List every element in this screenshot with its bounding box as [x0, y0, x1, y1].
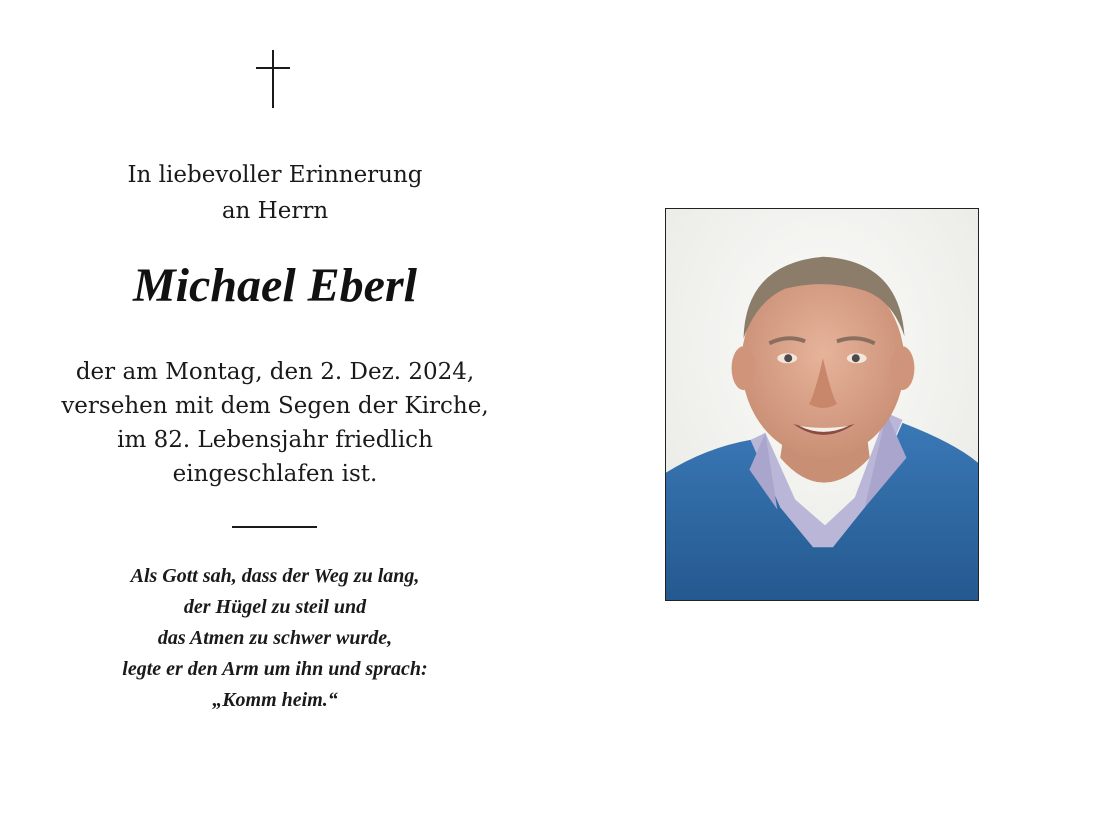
- portrait-photo: [665, 208, 979, 601]
- poem-line: legte er den Arm um ihn und sprach:: [122, 658, 428, 680]
- obituary-text: [40, 355, 510, 491]
- cross-icon: [256, 50, 292, 110]
- intro-line: In liebevoller Erinnerung: [127, 162, 423, 188]
- poem-line: der Hügel zu steil und: [183, 596, 367, 618]
- portrait-illustration: [666, 209, 978, 600]
- poem: [40, 561, 510, 716]
- text-line: der am Montag, den 2. Dez. 2024,: [75, 359, 475, 385]
- intro-line: an Herrn: [221, 198, 329, 224]
- text-line: im 82. Lebensjahr friedlich: [117, 427, 433, 453]
- divider: [232, 526, 317, 528]
- intro: [40, 157, 510, 229]
- poem-line: Als Gott sah, dass der Weg zu lang,: [130, 565, 420, 587]
- text-column: [40, 0, 510, 819]
- text-line: versehen mit dem Segen der Kirche,: [61, 393, 489, 419]
- poem-line: „Komm heim.“: [212, 689, 338, 711]
- text-line: eingeschlafen ist.: [172, 461, 378, 487]
- poem-line: das Atmen zu schwer wurde,: [157, 627, 393, 649]
- deceased-name: Michael Eberl: [133, 259, 417, 312]
